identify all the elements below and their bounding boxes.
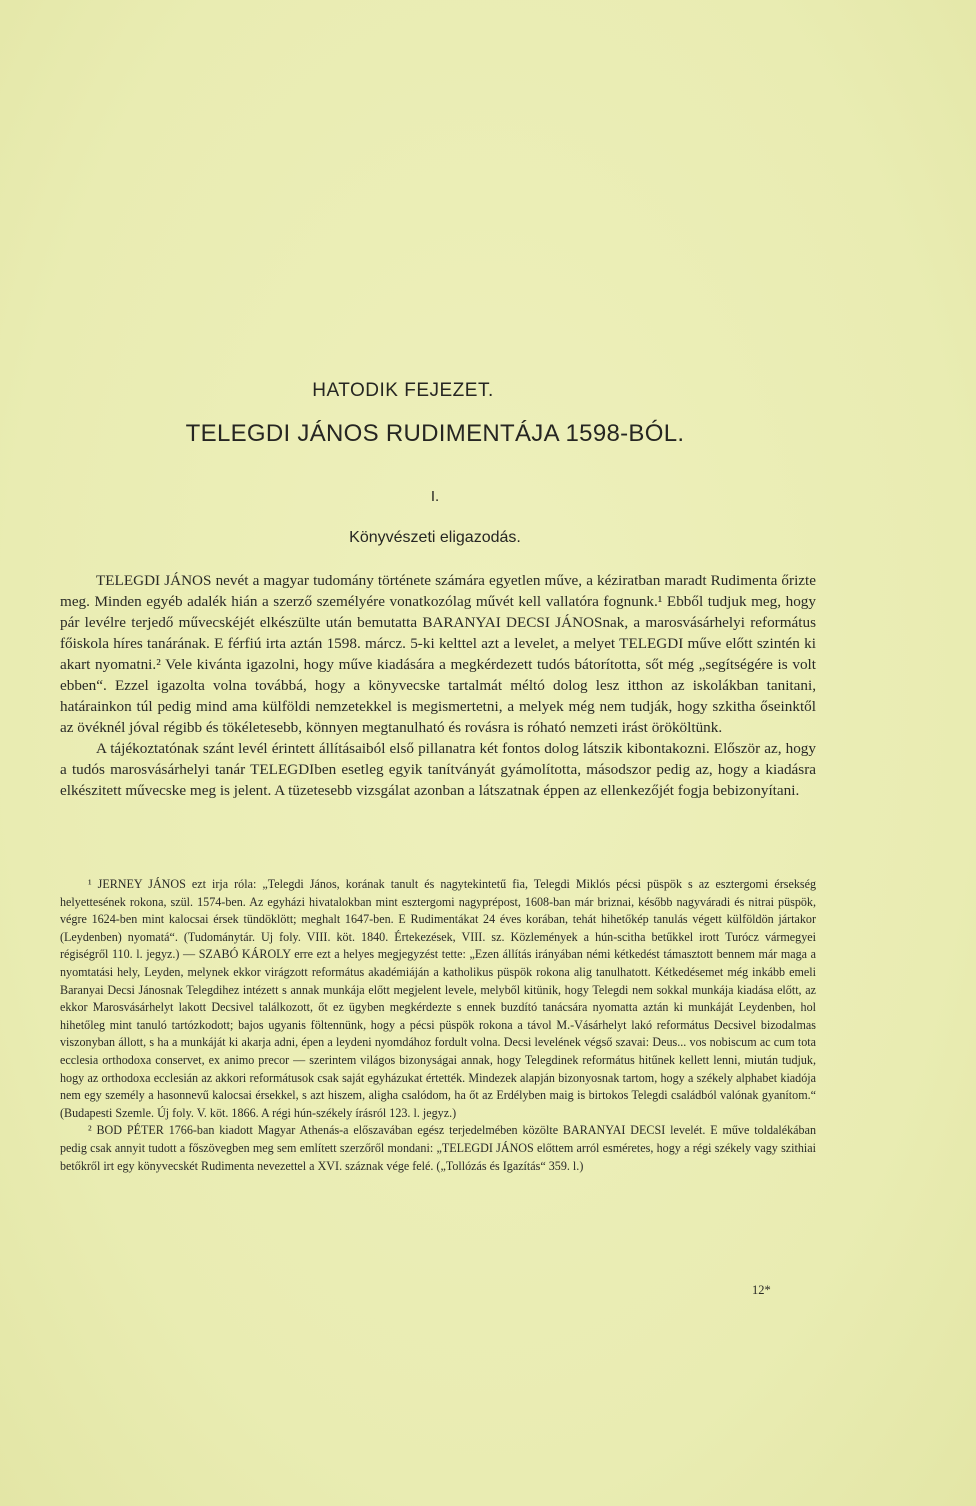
chapter-label: HATODIK FEJEZET. xyxy=(312,380,494,401)
chapter-title: TELEGDI JÁNOS RUDIMENTÁJA 1598-BÓL. xyxy=(185,420,685,447)
paragraph-2: A tájékoztatónak szánt levél érintett állításaiból első pillanatra két fontos dolog látszik kibontakozni. Először az, hogy a tudós marosvásárhelyi tanár TELEGDIben esetleg egyik tanítványát gyámolította, másodszor pedig az, hogy a kiadásra elkészitett művecske meg is jelent. A tüzetesebb vizsgálat azonban a látszatnak éppen az ellenkezőjét fogja bebizonyítani. xyxy=(60,740,816,799)
section-title: Könyvészeti eligazodás. xyxy=(349,529,521,546)
footnote-1: ¹ JERNEY JÁNOS ezt irja róla: „Telegdi János, korának tanult és nagytekintetű fia, Telegdi Miklós pécsi püspök s az esztergomi érsekség helyettesének rokona, szül. 1574-ben. Az egyházi hivatalokban mint esztergomi nagyprépost, 1608-ban már briznai, később nagyváradi és nitrai püspök, végre 1624-ben mint kalocsai érsek tündöklött; meghalt 1647-ben. E Rudimentákat 24 éves korában, tehát hihetőkép tanulás végett külföldön jártakor (Leydenben) nyomatá“. (Tudománytár. Uj foly. VIII. köt. 1840. Értekezések, VIII. sz. Közlemények a hún-scitha betűkkel irott Turócz vármegyei régiségről 110. l. jegyz.) — SZABÓ KÁROLY erre ezt a helyes megjegyzést tette: „Ezen állítás irányában némi kétkedést támasztott bennem már maga a nyomtatási hely, Leyden, melynek ekkor virágzott református akadémiáján a katholikus püspök rokona alig tanulhatott. Kétkedésemet még inkább emeli Baranyai Decsi Jánosnak Telegdihez intézett s annak munkája előtt megjelent levele, melyből kitünik, hogy Telegdi nem sokkal munkája kiadása előtt, az ekkor Marosvásárhelyt lakott Decsivel találkozott, őt ez ügyben megkérdezte s ennek buzdító tanácsára nyomatta aztán ki munkáját Leydenben, hol hihetőleg mint tanuló tartózkodott; bajos ugyanis föltennünk, hogy a pécsi püspök rokona a távol M.-Vásárhelyt lakó református Decsivel bizodalmas viszonyban állott, s ha a munkáját ki akarja adni, épen a leydeni nyomdához fordult volna. Decsi levelének végső szavai: Deus... vos nobiscum ac cum tota ecclesia orthodoxa conservet, ex animo precor — szerintem világos bizonyságai annak, hogy Telegdinek református hitűnek kellett lenni, miután tudjuk, hogy az orthodoxa ecclesián az akkori reformátusok csak saját egyházukat értették. Mindezek alapján bizonyosnak tartom, hogy a székely alphabet kiadója nem egy személy a hasonnevű kalocsai érsekkel, s azt hiszem, aligha csalódom, ha őt az Erdélyben maig is birtokos Telegdi családból valónak gyanítom.“ (Budapesti Szemle. Új foly. V. köt. 1866. A régi hún-székely írásról 123. l. jegyz.) xyxy=(60,877,816,1120)
footnotes xyxy=(60,876,816,1175)
section-number: I. xyxy=(430,488,440,505)
footnote-2: ² BOD PÉTER 1766-ban kiadott Magyar Athenás-a előszavában egész terjedelmében közölte BARANYAI DECSI levelét. E műve toldalékában pedig csak annyit tudott a főszövegben meg sem említett szerzőről mondani: „TELEGDI JÁNOS előttem arról esméretes, hogy a régi székely vagy szithiai betőkről irt egy könyvecskét Rudimenta nevezettel a XVI. száznak vége felé. („Tollózás és Igazítás“ 359. l.) xyxy=(60,1123,816,1173)
paragraph-1: TELEGDI JÁNOS nevét a magyar tudomány története számára egyetlen műve, a kéziratban maradt Rudimenta őrizte meg. Minden egyéb adalék hián a szerző személyére vonatkozólag művét kell vallatóra fognunk.¹ Ebből tudjuk meg, hogy pár levélre terjedő művecskéjét elkészülte után bemutatta BARANYAI DECSI JÁNOSnak, a marosvásárhelyi református főiskola híres tanárának. E férfiú irta aztán 1598. márcz. 5-ki kelttel azt a levelet, a melyet TELEGDI műve előtt szintén ki akart nyomatni.² Vele kivánta igazolni, hogy műve kiadására a megkérdezett tudós bátorította, sőt még „segítségére is volt ebben“. Ezzel igazolta volna továbbá, hogy a könyvecske tartalmát méltó dolog lesz itthon az iskolákban tanitani, határainkon túl pedig mind ama külföldi nemzetekkel is megismertetni, a melyek még nem tudják, hogy szkitha őseinktől az övéknél jóval régibb és tökéletesebb, könnyen megtanulható és rovásra is róható nemzeti irást örököltünk. xyxy=(60,572,816,736)
page-number: 12* xyxy=(752,1283,771,1297)
body-text xyxy=(60,570,816,801)
